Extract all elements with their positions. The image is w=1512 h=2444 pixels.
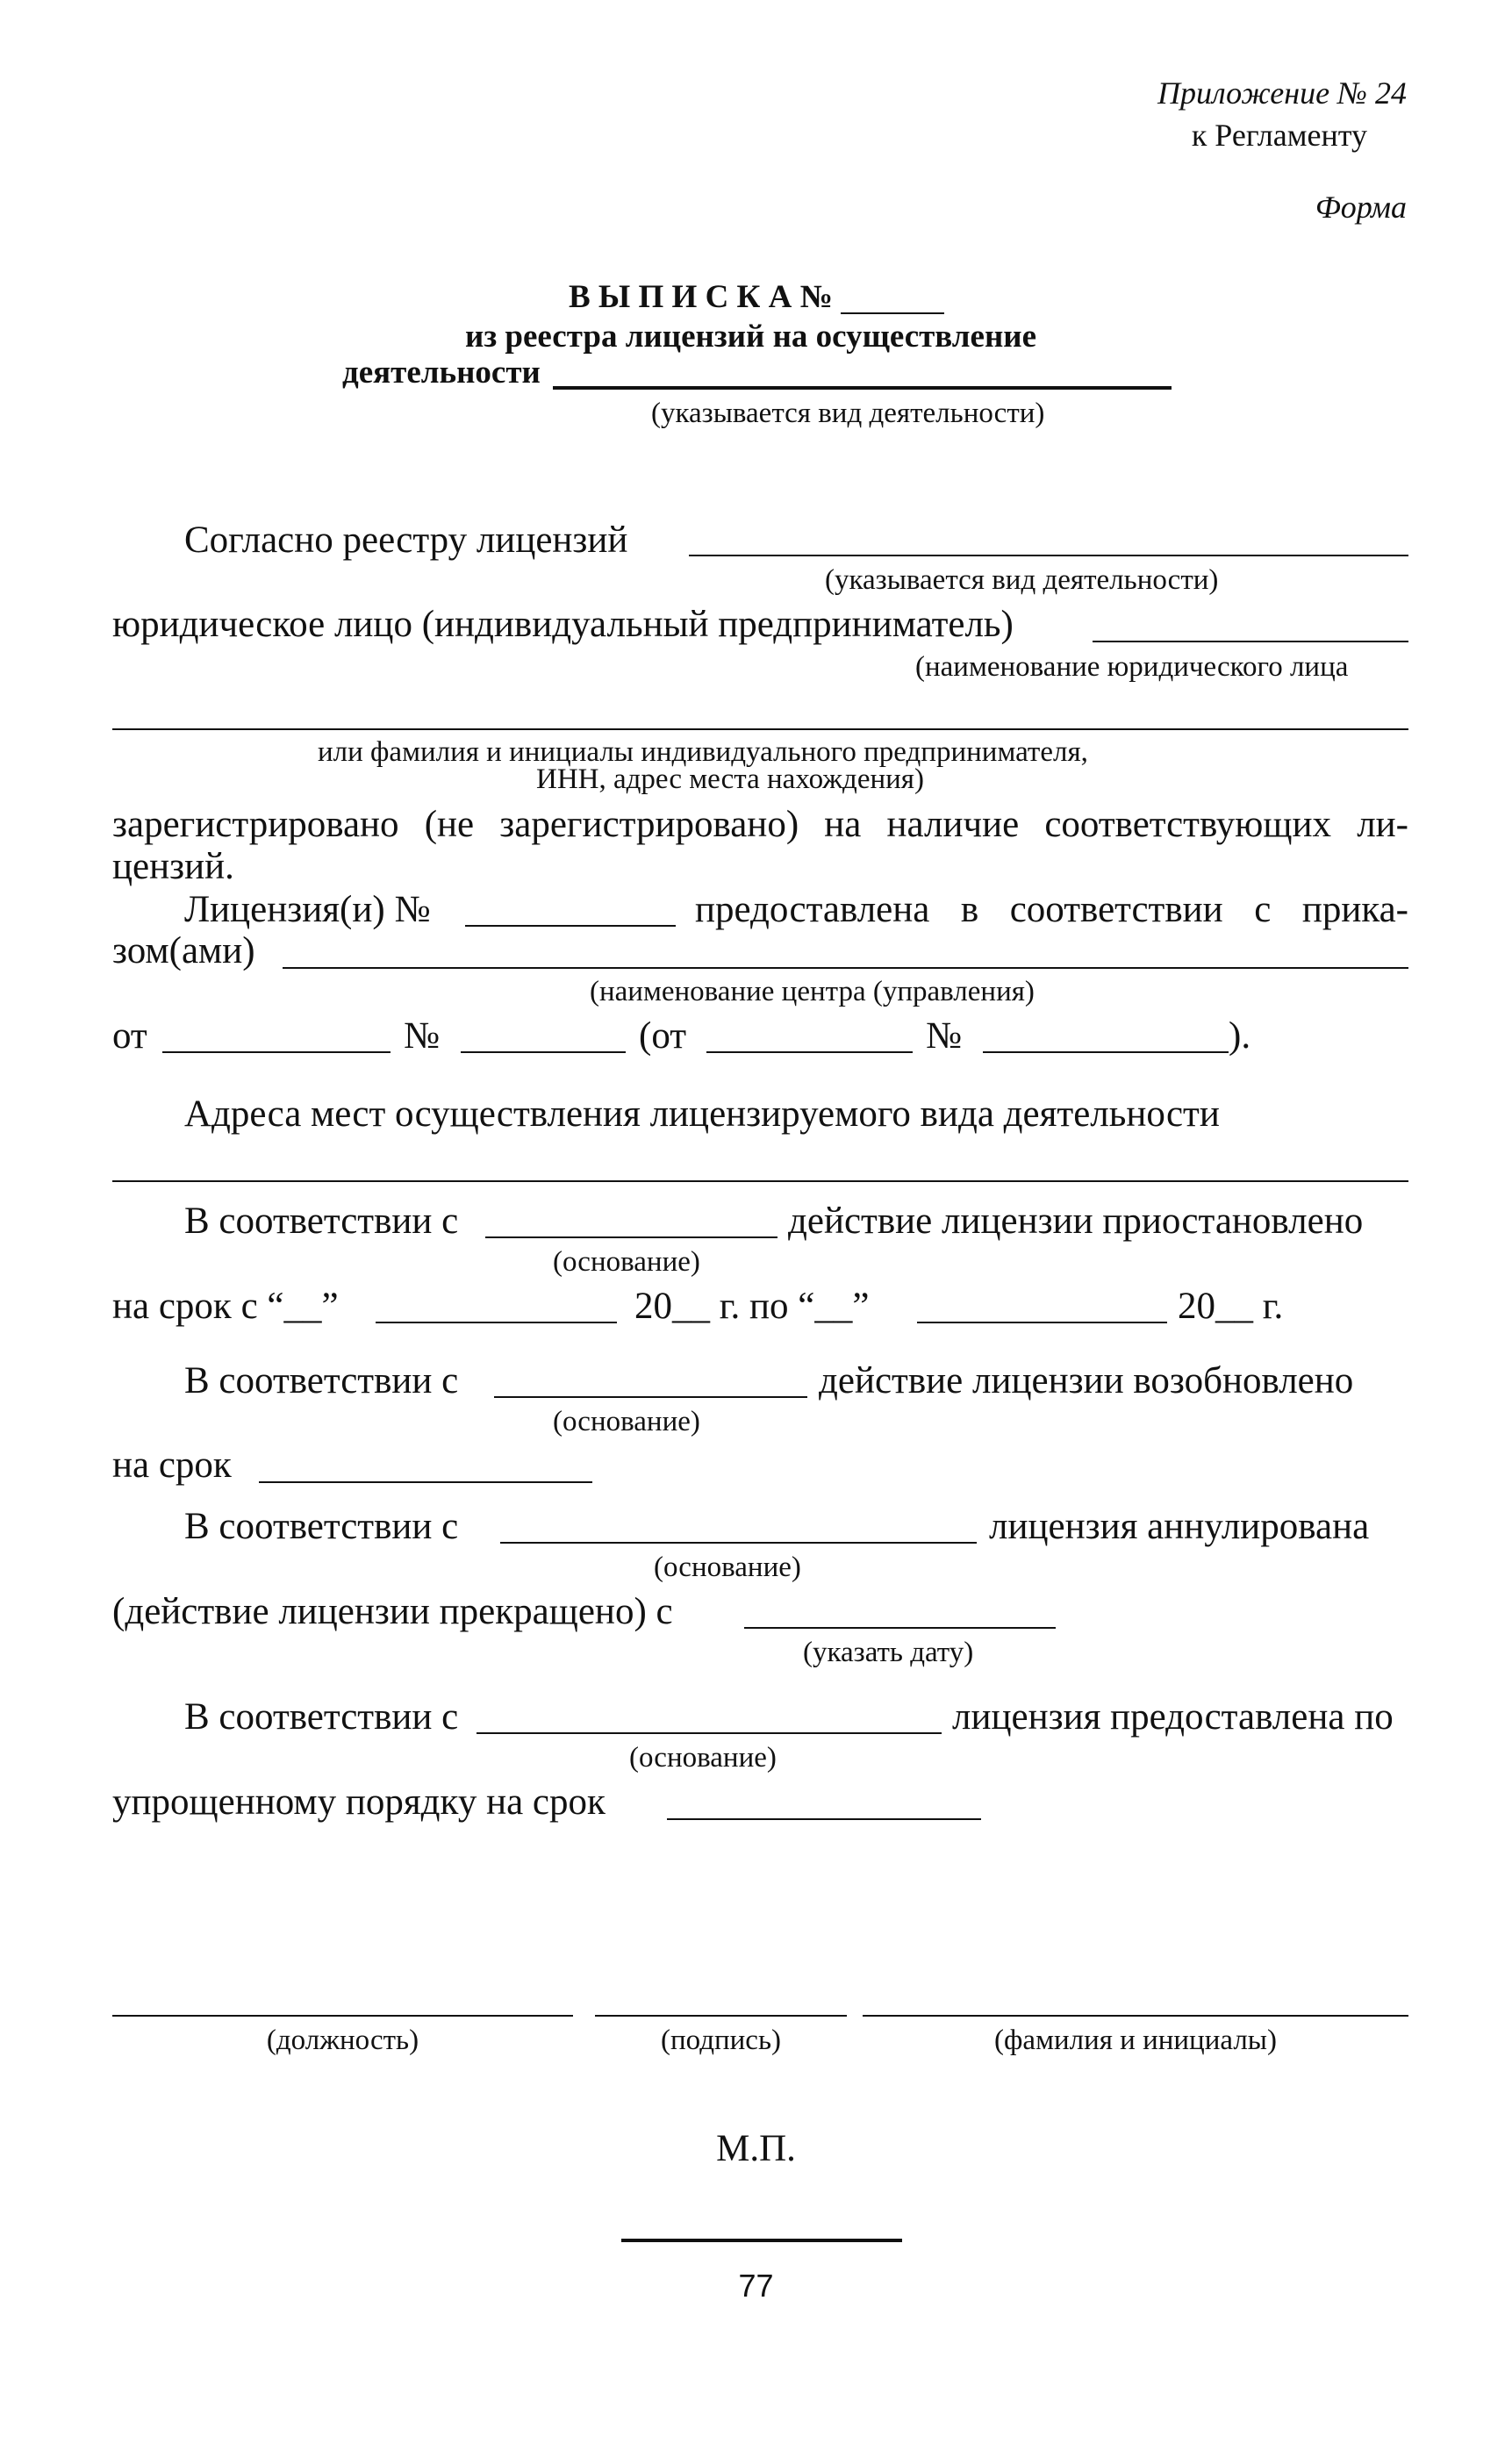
terminated-label: (действие лицензии прекращено) с	[112, 1591, 673, 1632]
signature-caption: (подпись)	[661, 2025, 781, 2056]
annulment-text: лицензия аннулирована	[989, 1506, 1370, 1547]
title-subline: из реестра лицензий на осуществление	[465, 319, 1037, 355]
registered-line-2: цензий.	[112, 846, 234, 887]
position-line	[112, 2015, 573, 2017]
appendix-label: Приложение № 24	[1157, 75, 1407, 111]
addresses-label: Адреса мест осуществления лицензируемого вида деятельности	[184, 1093, 1220, 1135]
extract-number-line	[841, 312, 944, 314]
suspension-basis-caption: (основание)	[553, 1246, 700, 1278]
entity-caption-1: (наименование юридического лица	[915, 651, 1349, 683]
suspension-text: действие лицензии приостановлено	[788, 1200, 1364, 1242]
entity-name-line	[1093, 641, 1408, 642]
document-title: В Ы П И С К А №	[569, 279, 833, 315]
stamp-placeholder: М.П.	[716, 2128, 796, 2169]
title-activity-label: деятельности	[342, 355, 541, 391]
resumption-term-line	[259, 1481, 592, 1483]
activity-type-caption: (указывается вид деятельности)	[651, 398, 1045, 429]
order-number-line-2	[983, 1051, 1229, 1053]
activity-type-line	[553, 386, 1172, 390]
annulment-basis-line	[500, 1542, 977, 1544]
simplified-basis-caption: (основание)	[629, 1742, 777, 1774]
order-date-line-2	[706, 1051, 913, 1053]
order-number-label: №	[404, 1015, 441, 1057]
orders-caption: (наименование центра (управления)	[590, 976, 1035, 1007]
registry-activity-line	[689, 555, 1408, 556]
simplified-label: В соответствии с	[184, 1696, 459, 1738]
annulment-label: В соответствии с	[184, 1506, 459, 1547]
from-paren-label: (от	[639, 1015, 687, 1057]
entity-label: юридическое лицо (индивидуальный предприниматель)	[112, 604, 1014, 645]
annulment-basis-caption: (основание)	[654, 1552, 801, 1583]
close-paren: ).	[1229, 1015, 1251, 1057]
simplified-text: лицензия предоставлена по	[952, 1696, 1394, 1738]
entity-caption-2: или фамилия и инициалы индивидуального предпринимателя,	[318, 736, 1088, 768]
registry-label: Согласно реестру лицензий	[184, 520, 628, 561]
signature-line	[595, 2015, 847, 2017]
order-number-label-2: №	[926, 1015, 963, 1057]
resumption-term-label: на срок	[112, 1444, 232, 1486]
position-caption: (должность)	[266, 2025, 419, 2056]
term-to-year: 20__ г.	[1178, 1286, 1284, 1327]
orders-line	[283, 967, 1408, 969]
resumption-label: В соответствии с	[184, 1360, 459, 1401]
term-from-month-line	[376, 1322, 617, 1323]
full-name-caption: (фамилия и инициалы)	[994, 2025, 1277, 2056]
form-label: Форма	[1315, 190, 1407, 225]
simplified-basis-line	[477, 1732, 942, 1734]
entity-full-line	[112, 728, 1408, 730]
resumption-text: действие лицензии возобновлено	[819, 1360, 1354, 1401]
license-number-line	[465, 925, 676, 927]
term-to-month-line	[917, 1322, 1167, 1323]
suspension-basis-line	[485, 1236, 777, 1238]
footer-rule	[621, 2239, 902, 2242]
license-granted-text: предоставлена в соответствии с прика-	[695, 889, 1408, 930]
from-label: от	[112, 1015, 147, 1057]
resumption-basis-caption: (основание)	[553, 1406, 700, 1437]
term-from-label: на срок с “__”	[112, 1286, 339, 1327]
terminated-date-caption: (указать дату)	[803, 1637, 974, 1668]
simplified-term-line	[667, 1818, 981, 1820]
term-to-label: 20__ г. по “__”	[634, 1286, 870, 1327]
entity-caption-3: ИНН, адрес места нахождения)	[536, 763, 924, 795]
registered-line-1: зарегистрировано (не зарегистрировано) на наличие соответствующих ли-	[112, 804, 1408, 845]
addresses-line	[112, 1180, 1408, 1182]
registry-caption: (указывается вид деятельности)	[825, 564, 1219, 596]
order-date-line	[162, 1051, 391, 1053]
terminated-date-line	[744, 1627, 1056, 1629]
orders-label: зом(ами)	[112, 930, 255, 971]
full-name-line	[863, 2015, 1408, 2017]
simplified-term-label: упрощенному порядку на срок	[112, 1781, 606, 1823]
order-number-line	[461, 1051, 626, 1053]
page-number: 77	[738, 2268, 774, 2304]
resumption-basis-line	[494, 1396, 807, 1398]
regulation-label: к Регламенту	[1191, 118, 1367, 153]
license-number-label: Лицензия(и) №	[184, 889, 431, 930]
suspension-label: В соответствии с	[184, 1200, 459, 1242]
